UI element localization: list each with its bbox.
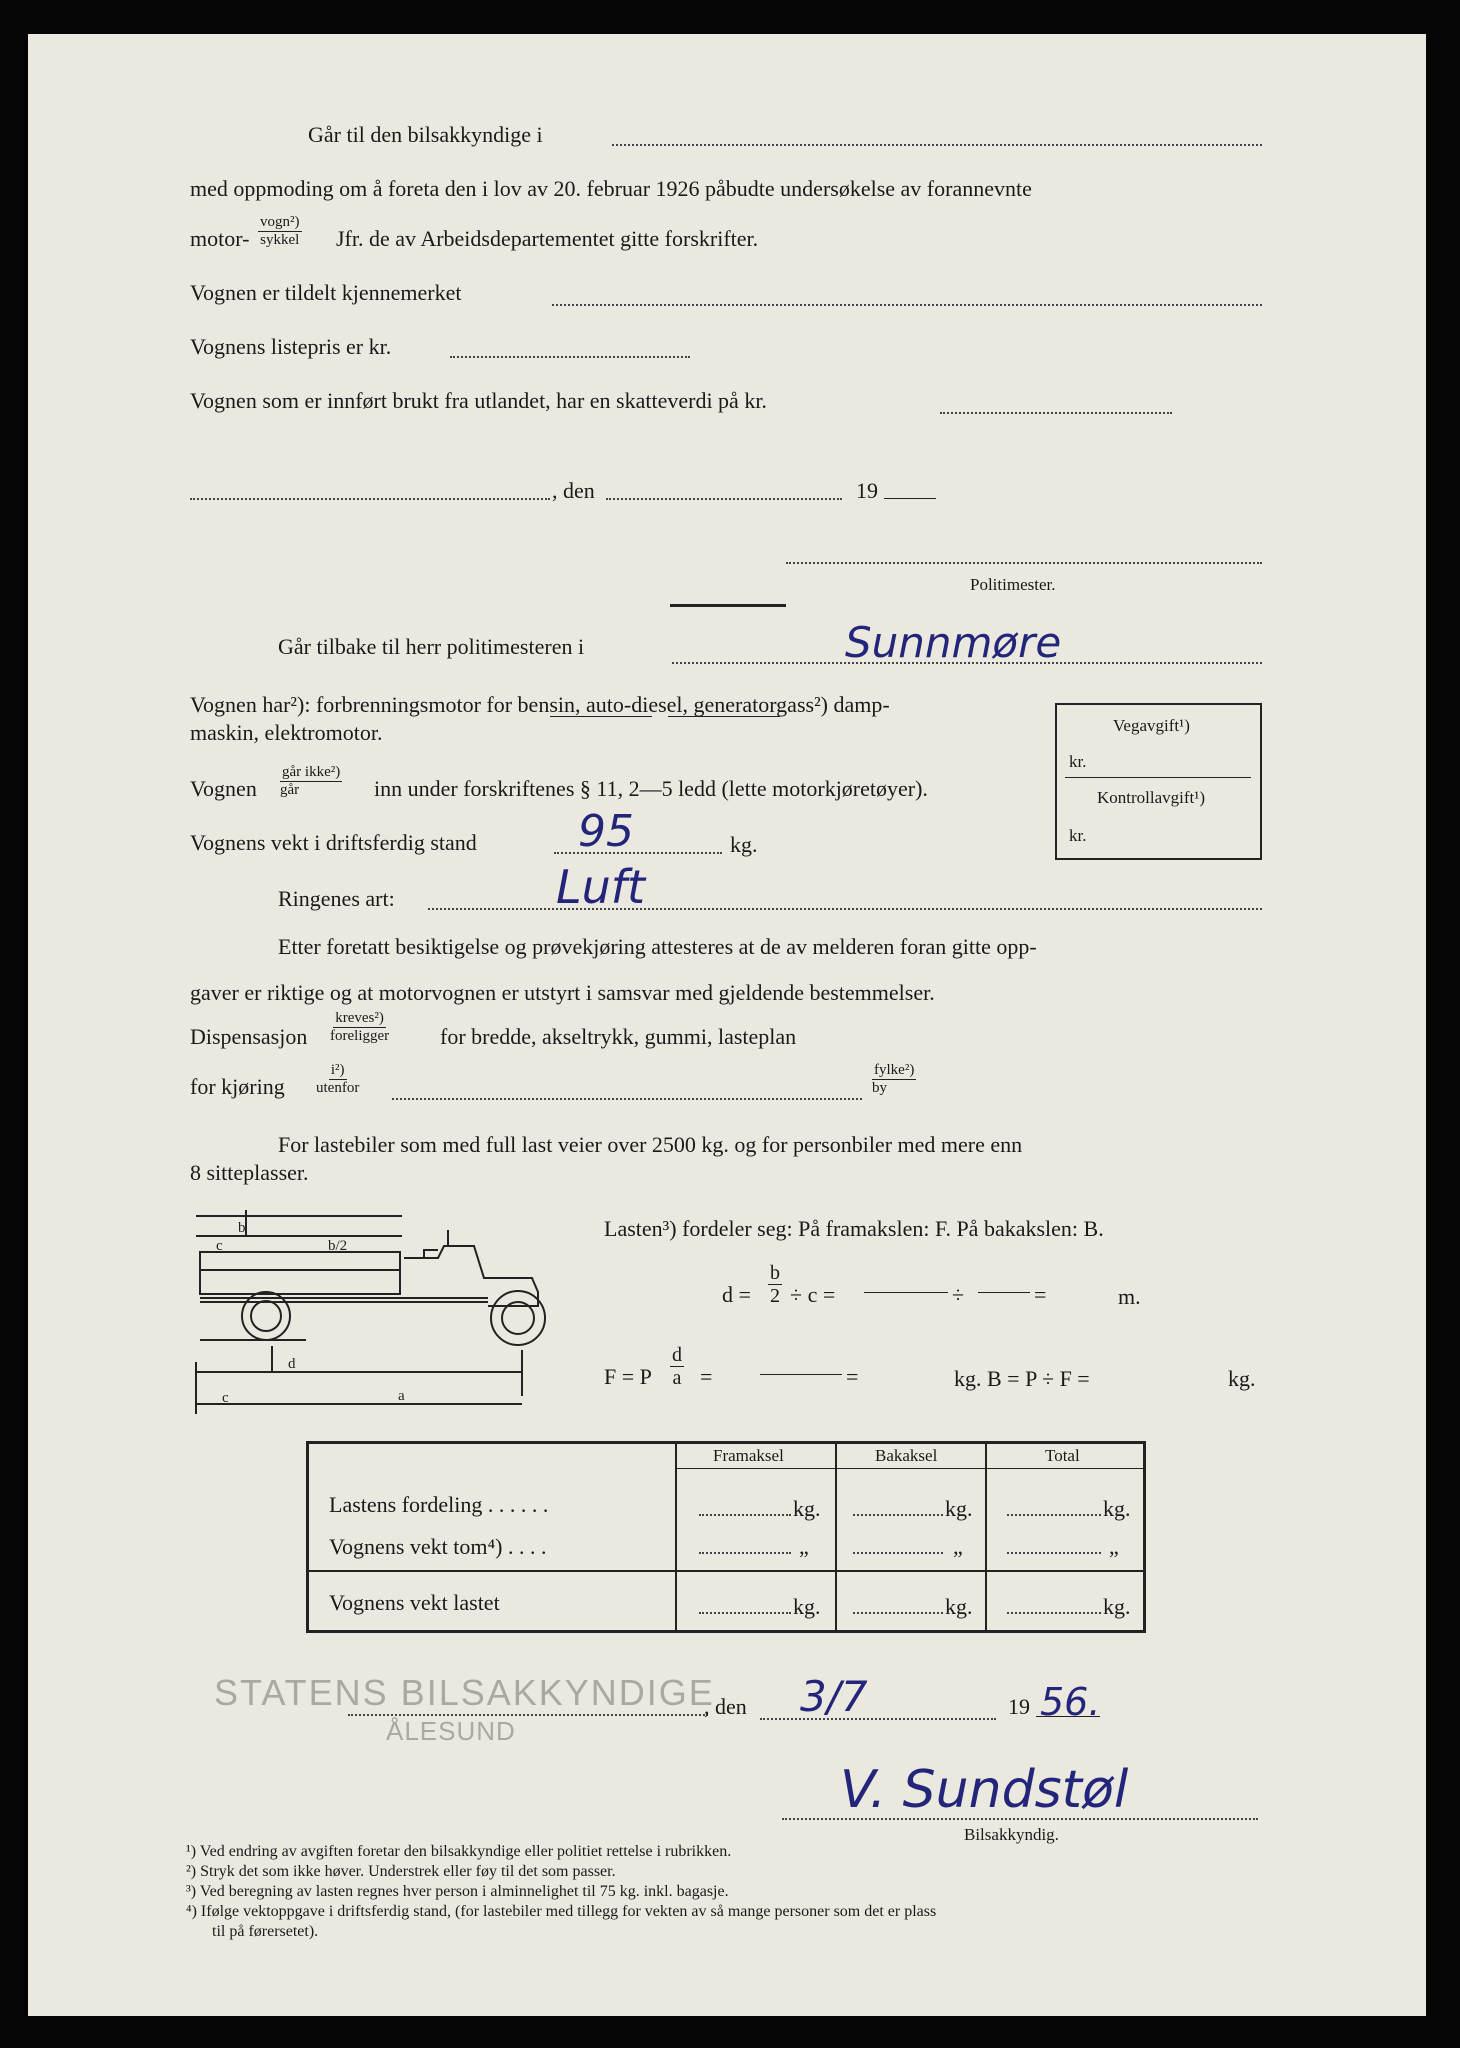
date-field xyxy=(606,498,842,500)
table-cell-blank xyxy=(699,1514,791,1516)
footnote-4: ⁴) Ifølge vektoppgave i driftsferdig stand, (for lastebiler med tillegg for vekten av så mange personer som det er plass xyxy=(186,1903,937,1920)
fylke-numerator: fylke²) xyxy=(874,1062,915,1078)
formula-2: 2 xyxy=(770,1285,780,1307)
formula-F: F = P xyxy=(604,1364,652,1389)
load-intro-1: For lastebiler som med full last veier over 2500 kg. og for personbiler med mere enn xyxy=(278,1132,1023,1157)
signature-handwriting: V. Sundstøl xyxy=(840,1760,1129,1820)
kontrollavgift-kr: kr. xyxy=(1069,826,1087,845)
disp-label: Dispensasjon xyxy=(190,1024,308,1049)
table-vline-2 xyxy=(835,1444,837,1630)
footnote-1: ¹) Ved endring av avgiften foretar den bilsakkyndige eller politiet rettelse i rubrikken. xyxy=(186,1843,732,1860)
goes-to-field xyxy=(612,144,1262,146)
formula-b-over-2 xyxy=(768,1262,782,1307)
table-row-label: Vognens vekt lastet xyxy=(329,1590,500,1615)
tyres-label: Ringenes art: xyxy=(278,886,395,911)
load-distribution: Lasten³) fordeler seg: På framakslen: F. På bakakslen: B. xyxy=(604,1216,1104,1241)
formula-kg: kg. xyxy=(1228,1366,1256,1391)
import-value-label: Vognen som er innført brukt fra utlandet, har en skatteverdi på kr. xyxy=(190,388,767,413)
goes-to-label: Går til den bilsakkyndige i xyxy=(308,122,543,147)
vegavgift-label: Vegavgift¹) xyxy=(1113,716,1190,735)
engine-line-2: maskin, elektromotor. xyxy=(190,720,383,745)
import-value-field xyxy=(940,412,1172,414)
formula-blank-1 xyxy=(864,1292,948,1293)
politimester-label: Politimester. xyxy=(970,575,1056,594)
formula-m: m. xyxy=(1118,1284,1141,1309)
motor-numerator: vogn²) xyxy=(260,214,300,230)
table-cell: kg. xyxy=(793,1496,821,1521)
table-cell: kg. xyxy=(945,1496,973,1521)
formula-b: b xyxy=(770,1262,780,1284)
formula-div: ÷ xyxy=(952,1282,965,1307)
table-cell: kg. xyxy=(1103,1496,1131,1521)
table-cell: kg. xyxy=(793,1594,821,1619)
bilsakkyndig-label: Bilsakkyndig. xyxy=(964,1825,1059,1844)
formula-eq2: = xyxy=(700,1364,713,1389)
kontrollavgift-label: Kontrollavgift¹) xyxy=(1097,788,1206,807)
diagram-label-c2: c xyxy=(222,1390,229,1406)
fylke-denominator: by xyxy=(872,1079,887,1096)
section-divider xyxy=(670,604,786,607)
formula-aa: a xyxy=(672,1367,682,1389)
table-row-label: Lastens fordeling . . . . . . xyxy=(329,1492,549,1517)
rule-text: inn under forskriftenes § 11, 2—5 ledd (lette motorkjøretøyer). xyxy=(374,776,928,801)
fees-box xyxy=(1055,703,1262,860)
engine-underline-bensin xyxy=(550,716,652,717)
disp-fraction xyxy=(330,1010,389,1044)
year-field xyxy=(884,498,936,499)
weight-label: Vognens vekt i driftsferdig stand xyxy=(190,830,477,855)
formula-d-pre: d = xyxy=(722,1282,751,1307)
motor-prefix: motor- xyxy=(190,226,250,251)
vognen-label: Vognen xyxy=(190,776,257,801)
inn-fraction xyxy=(316,1062,359,1096)
signoff-place-field xyxy=(348,1714,708,1716)
goes-back-label: Går tilbake til herr politimesteren i xyxy=(278,634,585,659)
table-cell-blank xyxy=(699,1552,791,1554)
table-header-rule xyxy=(675,1468,1143,1469)
footnote-3: ³) Ved beregning av lasten regnes hver person i alminnelighet til 75 kg. inkl. bagasje. xyxy=(186,1883,729,1900)
year-prefix: 19 xyxy=(1008,1694,1030,1719)
table-cell-blank xyxy=(853,1612,943,1614)
plate-label: Vognen er tildelt kjennemerket xyxy=(190,280,462,305)
den-label: , den xyxy=(552,478,595,503)
fylke-fraction xyxy=(872,1062,916,1096)
table-cell: kg. xyxy=(945,1594,973,1619)
table-cell-blank xyxy=(853,1552,943,1554)
motor-fraction xyxy=(258,214,302,248)
cert-line-2: gaver er riktige og at motorvognen er utstyrt i samsvar med gjeldende bestemmelser. xyxy=(190,980,935,1005)
table-cell: kg. xyxy=(1103,1594,1131,1619)
table-cell-blank xyxy=(1007,1552,1101,1554)
tyres-field xyxy=(428,908,1262,910)
politimester-signature-field xyxy=(786,562,1262,564)
engine-underline-diesel xyxy=(668,716,780,717)
formula-blank-2 xyxy=(978,1292,1030,1293)
table-cell: „ xyxy=(1109,1534,1119,1559)
formula-eq3: = xyxy=(846,1364,859,1389)
table-cell-blank xyxy=(699,1612,791,1614)
formula-kgB: kg. B = P ÷ F = xyxy=(954,1366,1090,1391)
disp-text: for bredde, akseltrykk, gummi, lasteplan xyxy=(440,1024,797,1049)
table-cell: „ xyxy=(799,1534,809,1559)
place-handwriting: Sunnmøre xyxy=(845,618,1062,667)
tyres-handwriting: Luft xyxy=(556,860,646,914)
table-header-bakaksel: Bakaksel xyxy=(875,1446,938,1465)
plate-field xyxy=(552,304,1262,306)
truck-diagram-icon xyxy=(192,1206,572,1416)
signoff-date-field xyxy=(760,1718,996,1720)
official-stamp-line-2: ÅLESUND xyxy=(386,1716,516,1746)
signoff-den: , den xyxy=(704,1694,747,1719)
footnote-2: ²) Stryk det som ikke høver. Understrek eller føy til det som passer. xyxy=(186,1863,616,1880)
motor-denominator: sykkel xyxy=(260,231,300,248)
table-vline-1 xyxy=(675,1444,677,1630)
gaar-denominator: går xyxy=(280,781,300,798)
vegavgift-kr: kr. xyxy=(1069,752,1087,771)
gaar-fraction xyxy=(280,764,342,798)
table-header-framaksel: Framaksel xyxy=(713,1446,784,1465)
diagram-label-c: c xyxy=(216,1238,223,1254)
weight-handwriting: 95 xyxy=(578,806,634,857)
weight-kg: kg. xyxy=(730,832,758,857)
load-intro-2: 8 sitteplasser. xyxy=(190,1160,309,1185)
table-vline-3 xyxy=(985,1444,987,1630)
for-kjoring-label: for kjøring xyxy=(190,1074,285,1099)
table-row-label: Vognens vekt tom⁴) . . . . xyxy=(329,1534,547,1559)
diagram-label-a: a xyxy=(398,1388,405,1404)
formula-blank-3 xyxy=(760,1374,842,1375)
diagram-label-d: d xyxy=(288,1356,296,1372)
disp-numerator: kreves²) xyxy=(335,1010,384,1026)
table-cell-blank xyxy=(853,1514,943,1516)
engine-line-1: Vognen har²): forbrenningsmotor for bensin, auto-diesel, generatorgass²) damp- xyxy=(190,692,890,717)
gaar-numerator: går ikke²) xyxy=(282,764,341,780)
inn-denominator: utenfor xyxy=(316,1079,360,1096)
weight-table xyxy=(306,1441,1146,1633)
formula-d-over-a xyxy=(670,1344,684,1389)
formula-dd: d xyxy=(672,1344,682,1366)
list-price-field xyxy=(450,356,690,358)
motor-suffix: Jfr. de av Arbeidsdepartementet gitte forskrifter. xyxy=(336,226,759,251)
vegavgift-divider xyxy=(1065,777,1251,778)
footnote-4-cont: til på førersetet). xyxy=(212,1923,319,1940)
table-header-total: Total xyxy=(1045,1446,1080,1465)
formula-eq: = xyxy=(1034,1282,1047,1307)
year-19-label: 19 xyxy=(856,478,878,503)
place-field xyxy=(190,498,550,500)
official-stamp-line-1: STATENS BILSAKKYNDIGE xyxy=(214,1672,715,1713)
diagram-label-b: b xyxy=(238,1220,246,1236)
table-total-rule xyxy=(309,1570,1143,1572)
year-handwriting: 56. xyxy=(1040,1680,1101,1724)
table-cell-blank xyxy=(1007,1612,1101,1614)
region-field xyxy=(392,1098,862,1100)
request-line: med oppmoding om å foreta den i lov av 20. februar 1926 påbudte undersøkelse av forannevnte xyxy=(190,176,1032,201)
table-cell: „ xyxy=(953,1534,963,1559)
cert-line-1: Etter foretatt besiktigelse og prøvekjøring attesteres at de av melderen foran gitte opp- xyxy=(278,934,1037,959)
formula-d-post: ÷ c = xyxy=(790,1282,836,1307)
date-handwriting: 3/7 xyxy=(800,1672,868,1721)
disp-denominator: foreligger xyxy=(330,1027,390,1044)
diagram-label-b2: b/2 xyxy=(328,1238,348,1254)
list-price-label: Vognens listepris er kr. xyxy=(190,334,392,359)
inn-numerator: i²) xyxy=(330,1062,345,1078)
table-cell-blank xyxy=(1007,1514,1101,1516)
